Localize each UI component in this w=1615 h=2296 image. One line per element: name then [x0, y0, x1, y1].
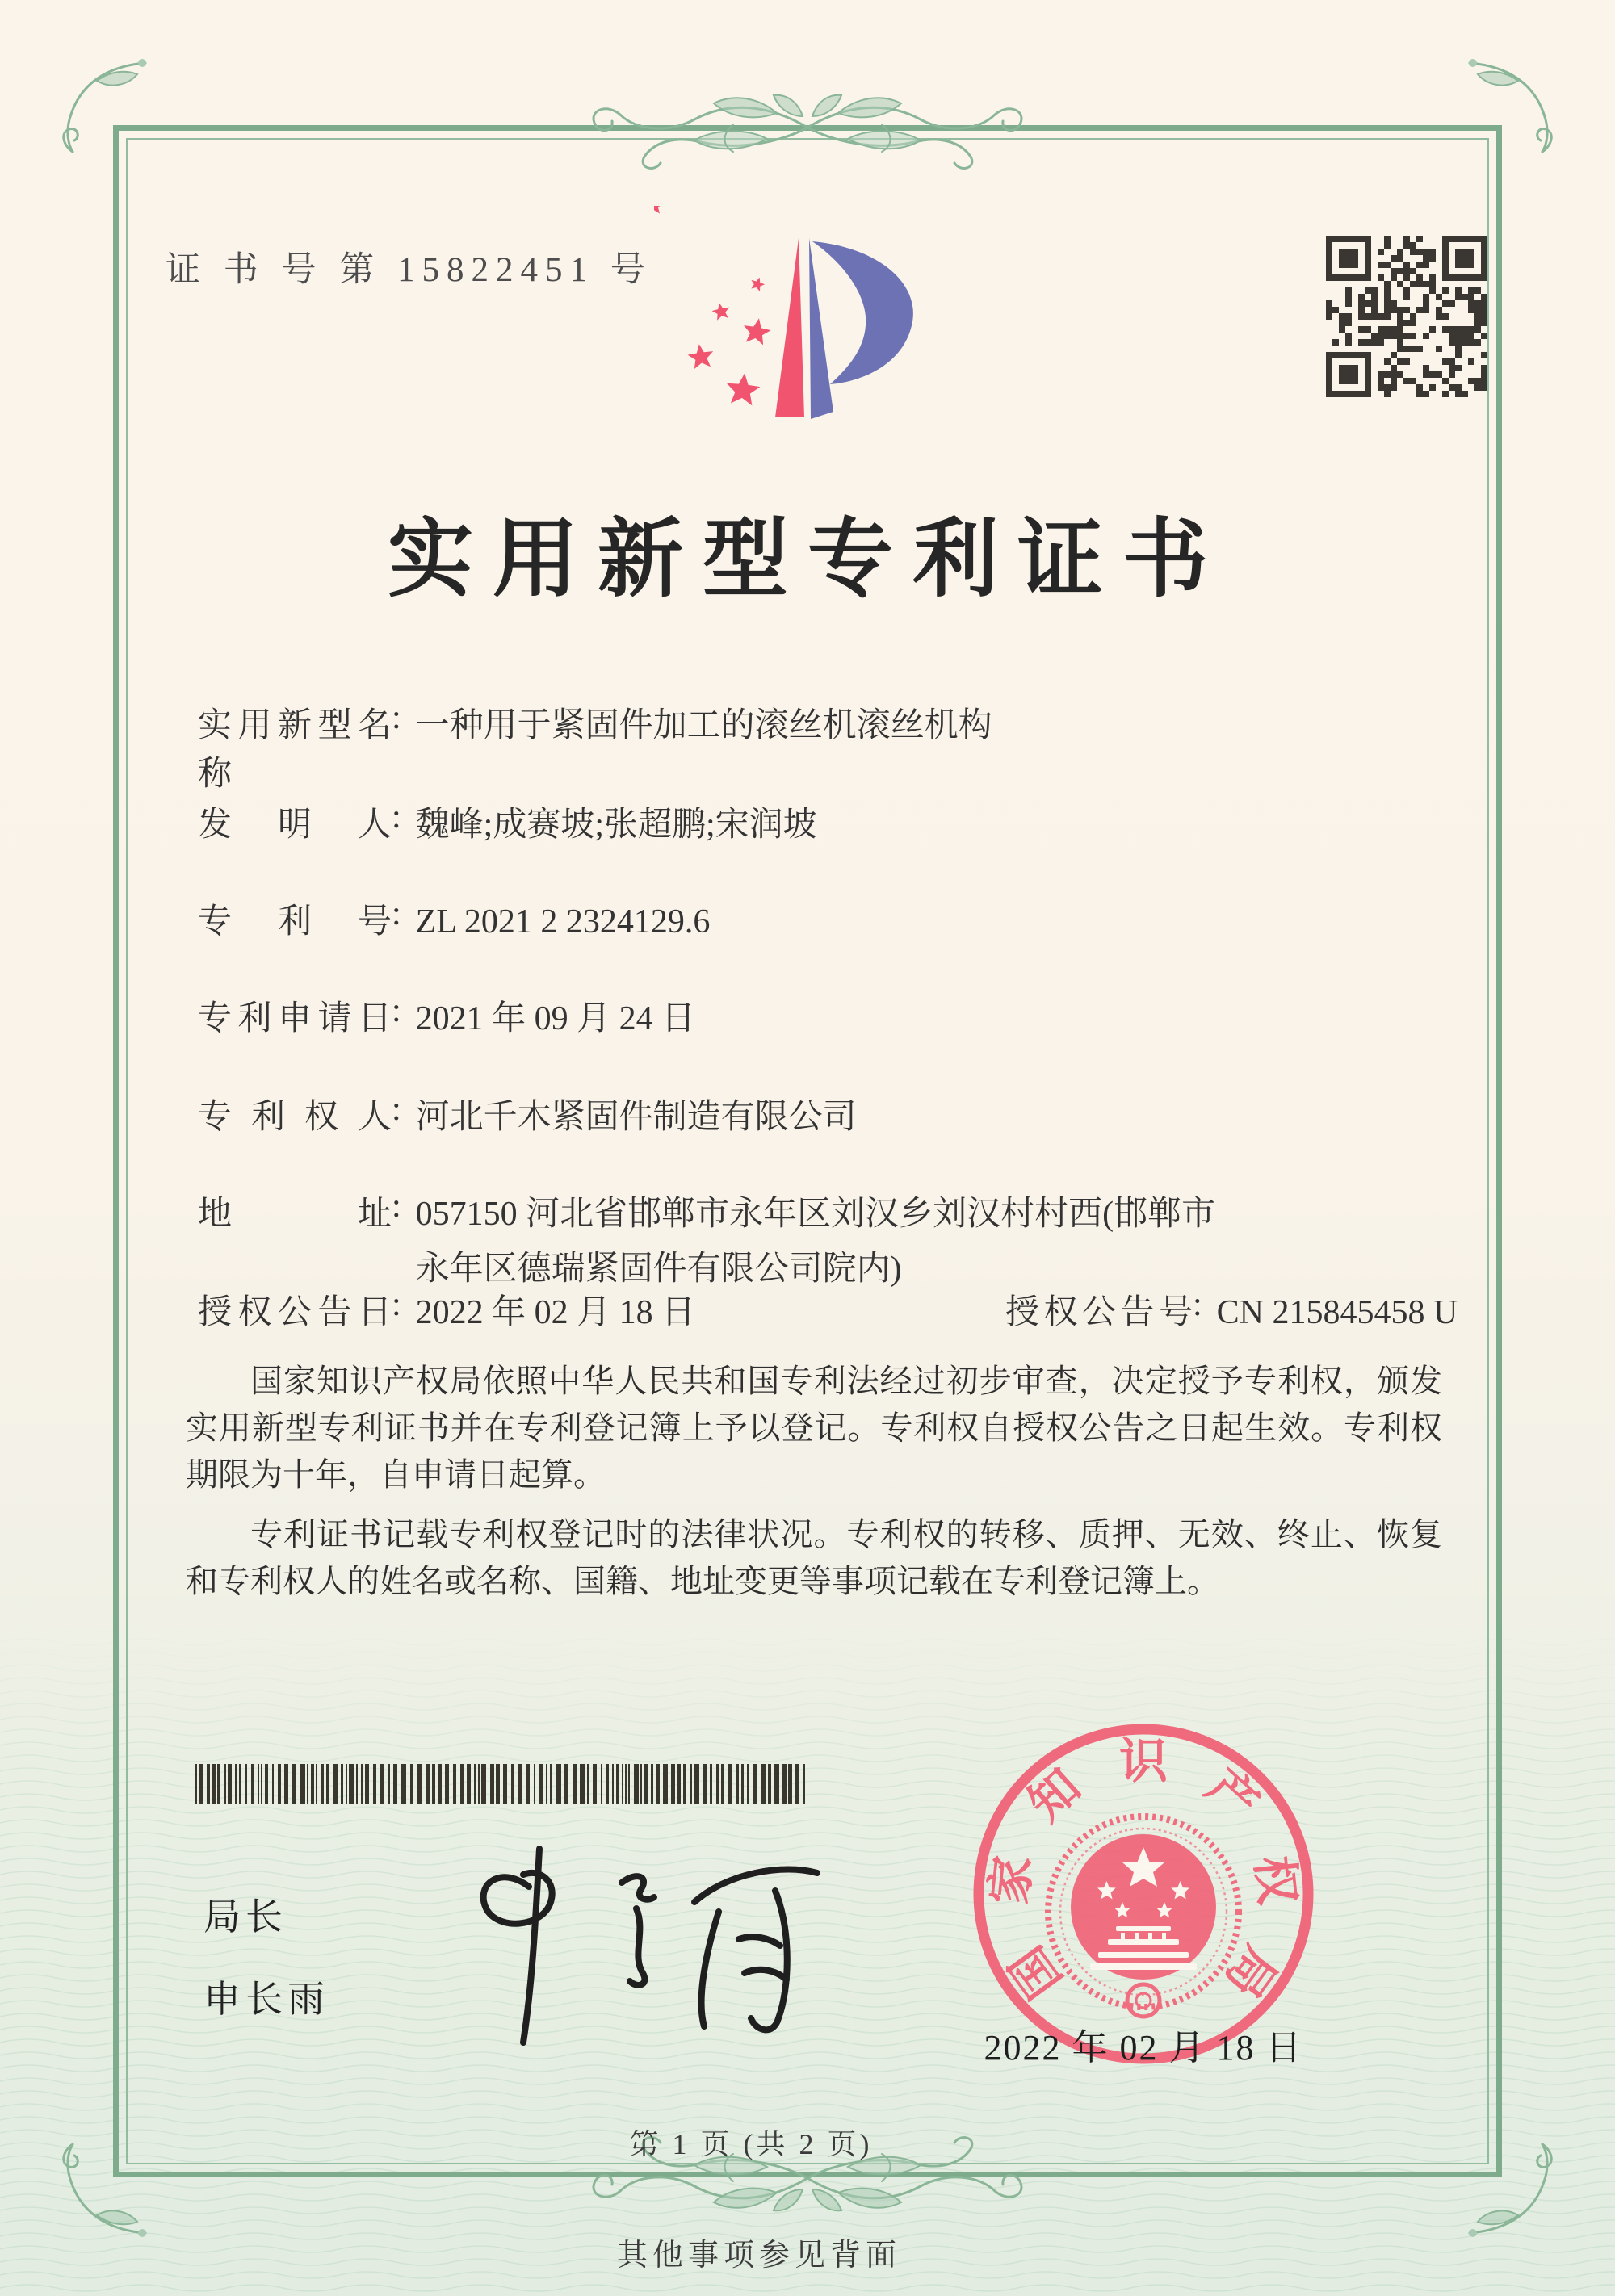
field-label: 发明人: [198, 807, 392, 844]
legal-text-block: [186, 1358, 1442, 1618]
field-row-filing-date: 专利申请日: 2021 年 09 月 24 日: [198, 991, 1458, 1046]
national-emblem: [1048, 1816, 1239, 2017]
director-title: 局长: [203, 1896, 287, 1938]
certificate-title: 实用新型专利证书: [388, 513, 1227, 607]
grant-number-group: 授权公告号: CN 215845458 U: [1005, 1285, 1458, 1340]
field-label: 专利号: [198, 903, 392, 941]
field-row-inventors: 发明人: 魏峰;成赛坡;张超鹏;宋润坡: [198, 798, 1458, 853]
certificate-number: 证 书 号 第 15822451 号: [166, 251, 652, 289]
qr-code: [1326, 236, 1487, 397]
svg-text:知: 知: [1018, 1759, 1091, 1832]
field-label: 实用新型名称: [198, 707, 392, 793]
svg-text:权: 权: [1246, 1853, 1305, 1908]
grant-date-value: 2022 年 02 月 18 日: [415, 1294, 696, 1331]
field-value: 魏峰;成赛坡;张超鹏;宋润坡: [415, 807, 817, 844]
field-row-address: 地址: 057150 河北省邯郸市永年区刘汉乡刘汉村村西(邯郸市永年区德瑞紧固件有限公司院内): [198, 1187, 1458, 1297]
director-name: 申长雨: [203, 1979, 329, 2020]
page-number: 第 1 页 (共 2 页): [629, 2128, 873, 2160]
field-row-patentee: 专利权人: 河北千木紧固件制造有限公司: [198, 1090, 1458, 1145]
field-label: 授权公告日: [198, 1294, 392, 1331]
field-value: ZL 2021 2 2324129.6: [415, 903, 711, 941]
field-label: 专利权人: [198, 1099, 392, 1136]
legal-paragraph: 专利证书记载专利权登记时的法律状况。专利权的转移、质押、无效、终止、恢复和专利权人的姓名或名称、国籍、地址变更等事项记载在专利登记簿上。: [186, 1516, 1442, 1599]
svg-text:家: 家: [982, 1853, 1041, 1908]
svg-text:产: 产: [1196, 1759, 1269, 1832]
field-value: 057150 河北省邯郸市永年区刘汉乡刘汉村村西(邯郸市永年区德瑞紧固件有限公司院内): [415, 1196, 1216, 1288]
barcode: [194, 1764, 816, 1804]
field-row-patent-number: 专利号: ZL 2021 2 2324129.6: [198, 895, 1458, 949]
field-value: 2021 年 09 月 24 日: [415, 1000, 696, 1037]
field-label: 授权公告号: [1005, 1294, 1193, 1331]
field-value: 一种用于紧固件加工的滚丝机滚丝机构: [415, 707, 992, 744]
cnipa-logo: [654, 206, 977, 480]
legal-paragraph: 国家知识产权局依照中华人民共和国专利法经过初步审查，决定授予专利权，颁发实用新型专利证书并在专利登记簿上予以登记。专利权自授权公告之日起生效。专利权期限为十年，自申请日起算。: [186, 1363, 1442, 1493]
field-row-utility-model-name: 实用新型名称: 一种用于紧固件加工的滚丝机滚丝机构: [198, 698, 1458, 795]
field-label: 地址: [198, 1196, 392, 1233]
handwritten-signature: [452, 1834, 856, 2060]
back-side-note: 其他事项参见背面: [616, 2239, 901, 2273]
svg-text:局: 局: [1214, 1936, 1287, 2008]
field-label: 专利申请日: [198, 1000, 392, 1037]
svg-text:国: 国: [1000, 1936, 1072, 2008]
svg-text:识: 识: [1119, 1734, 1168, 1788]
seal-date: 2022 年 02 月 18 日: [984, 2028, 1303, 2068]
grant-number-value: CN 215845458 U: [1216, 1294, 1458, 1331]
field-row-grant: 授权公告日: 2022 年 02 月 18 日 授权公告号: CN 215845458 U: [198, 1285, 1458, 1340]
field-value: 河北千木紧固件制造有限公司: [415, 1099, 857, 1136]
